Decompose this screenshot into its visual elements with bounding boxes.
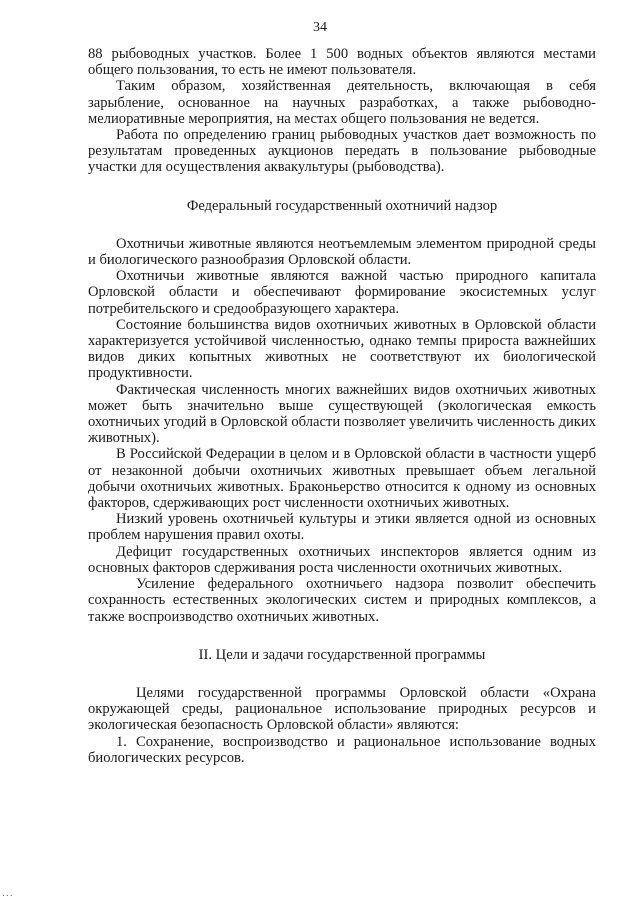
spacer [88,625,596,647]
page-number: 34 [313,20,327,35]
paragraph-hunting: Низкий уровень охотничьей культуры и этики является одной из основных проблем нарушения правил охоты. [88,511,596,544]
paragraph-intro: Работа по определению границ рыбоводных участков дает возможность по результатам проведенных аукционов передать в пользование рыбоводные участки для осуществления аквакультуры (рыбоводства). [88,127,596,176]
paragraph-goals: Целями государственной программы Орловской области «Охрана окружающей среды, рациональное использование природных ресурсов и экологическая безопасность Орловской области» являются: [88,684,596,734]
paragraph-intro: Таким образом, хозяйственная деятельность, включающая в себя зарыбление, основанное на научных разработках, а также рыбоводно-мелиоративные мероприятия, на местах общего пользования не ведется. [88,78,596,127]
paragraph-hunting: Охотничьи животные являются важной частью природного капитала Орловской области и обеспечивают формирование экосистемных услуг потребительского и средообразующего характера. [88,268,596,317]
paragraph-intro-continuation: 88 рыбоводных участков. Более 1 500 водных объектов являются местами общего пользования, то есть не имеют пользователя. [88,46,596,79]
section-heading-hunting: Федеральный государственный охотничий надзор [186,197,498,214]
document-body [88,46,596,766]
scan-corner-mark: ... [2,889,14,899]
spacer [88,663,596,685]
paragraph-hunting: Дефицит государственных охотничьих инспекторов является одним из основных факторов сдерживания роста численности охотничьих животных. [88,543,596,576]
paragraph-hunting: Охотничьи животные являются неотъемлемым элементом природной среды и биологического разнообразия Орловской области. [88,235,596,269]
paragraph-hunting: Фактическая численность многих важнейших видов охотничьих животных может быть значительно выше существующей (экологическая емкость охотничьих угодий в Орловской области позволяет увеличить численность диких животных). [88,381,596,447]
paragraph-hunting: Усиление федерального охотничьего надзора позволит обеспечить сохранность естественных экологических систем и природных комплексов, а также воспроизводство охотничьих животных. [88,576,596,625]
paragraph-hunting: В Российской Федерации в целом и в Орловской области в частности ущерб от незаконной добычи охотничьих животных превышает объем легальной добычи охотничьих животных. Браконьерство относится к одному из основных факторов, сдерживающих рост численности охотничьих животных. [88,446,596,512]
spacer [88,214,596,236]
paragraph-hunting: Состояние большинства видов охотничьих животных в Орловской области характеризуется устойчивой численностью, однако темпы прироста важнейших видов диких копытных животных не соответствуют их биологической продуктивности. [88,316,596,382]
spacer [88,176,596,198]
paragraph-goals-item: 1. Сохранение, воспроизводство и рациональное использование водных биологических ресурсов. [88,733,596,766]
section-heading-goals: II. Цели и задачи государственной программы [198,646,486,663]
